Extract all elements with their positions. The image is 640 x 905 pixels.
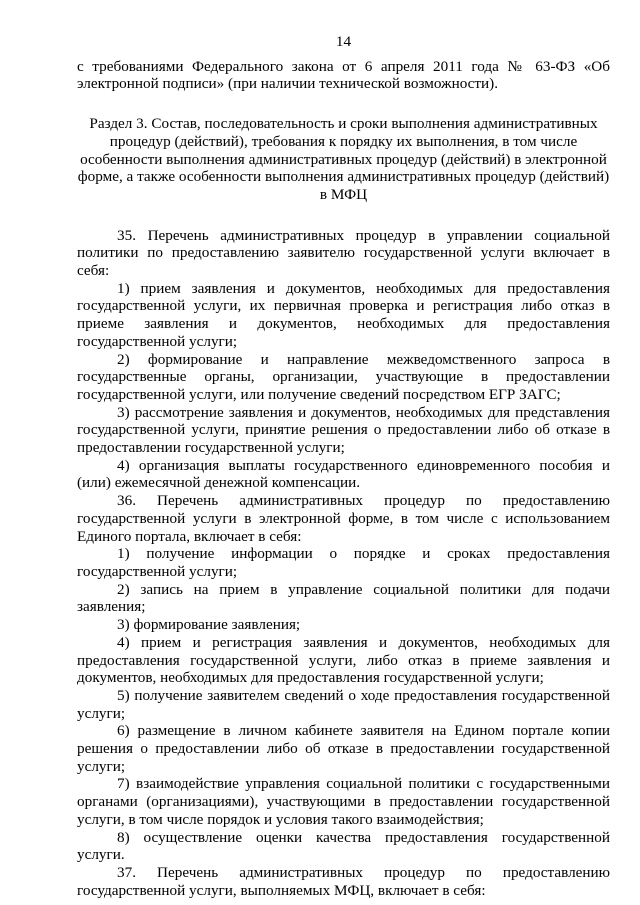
list-item-35-1: 1) прием заявления и документов, необходимых для предоставления государственной услуги, их первичная проверка и регистрация либо отказ в приеме заявления и документов, необходимых для предоставления государственной услуги; [77,279,610,350]
page-number: 14 [335,33,352,50]
list-item-36-1: 1) получение информации о порядке и сроках предоставления государственной услуги; [77,545,610,580]
list-item-35-2: 2) формирование и направление межведомственного запроса в государственные органы, организации, участвующие в предоставлении государственной услуги, или получение сведений посредством ЕГР ЗАГС; [77,350,610,403]
paragraph-37: 37. Перечень административных процедур по предоставлению государственной услуги, выполняемых МФЦ, включает в себя: [77,863,610,899]
list-item-35-4: 4) организация выплаты государственного единовременного пособия и (или) ежемесячной денежной компенсации. [77,456,610,492]
paragraph-35: 35. Перечень административных процедур в управлении социальной политики по предоставлению заявителю государственной услуги включает в себя: [77,226,610,280]
list-item-36-4: 4) прием и регистрация заявления и документов, необходимых для предоставления государственной услуги, либо отказ в приеме заявления и документов, необходимых для предоставления государственной услуги; [77,633,610,687]
intro-paragraph: с требованиями Федерального закона от 6 апреля 2011 года № 63-ФЗ «Об электронной подписи» (при наличии технической возможности). [77,57,610,93]
list-item-36-3: 3) формирование заявления; [117,616,301,634]
list-item-36-7: 7) взаимодействие управления социальной политики с государственными органами (организациями), участвующими в предоставлении государственной услуги, в том числе порядок и условия такого взаимодействия; [77,775,610,828]
paragraph-36: 36. Перечень административных процедур по предоставлению государственной услуги в электронной форме, в том числе с использованием Единого портала, включает в себя: [77,492,610,545]
section-title: Раздел 3. Состав, последовательность и сроки выполнения административных процедур (действий), требования к порядку их выполнения, в том числе особенности выполнения административных процедур (действий) в электронной форме, а также особенности выполнения административных процедур (действий) в МФЦ [77,115,610,203]
document-page [77,33,610,899]
list-item-35-3: 3) рассмотрение заявления и документов, необходимых для представления государственной услуги, принятие решения о предоставлении либо об отказе в предоставлении государственной услуги; [77,403,610,457]
list-item-36-2: 2) запись на прием в управление социальной политики для подачи заявления; [77,580,610,616]
list-item-36-5: 5) получение заявителем сведений о ходе предоставления государственной услуги; [77,686,610,722]
list-item-36-8: 8) осуществление оценки качества предоставления государственной услуги. [77,828,610,864]
list-item-36-6: 6) размещение в личном кабинете заявителя на Едином портале копии решения о предоставлении либо об отказе в предоставлении государственной услуги; [77,722,610,775]
